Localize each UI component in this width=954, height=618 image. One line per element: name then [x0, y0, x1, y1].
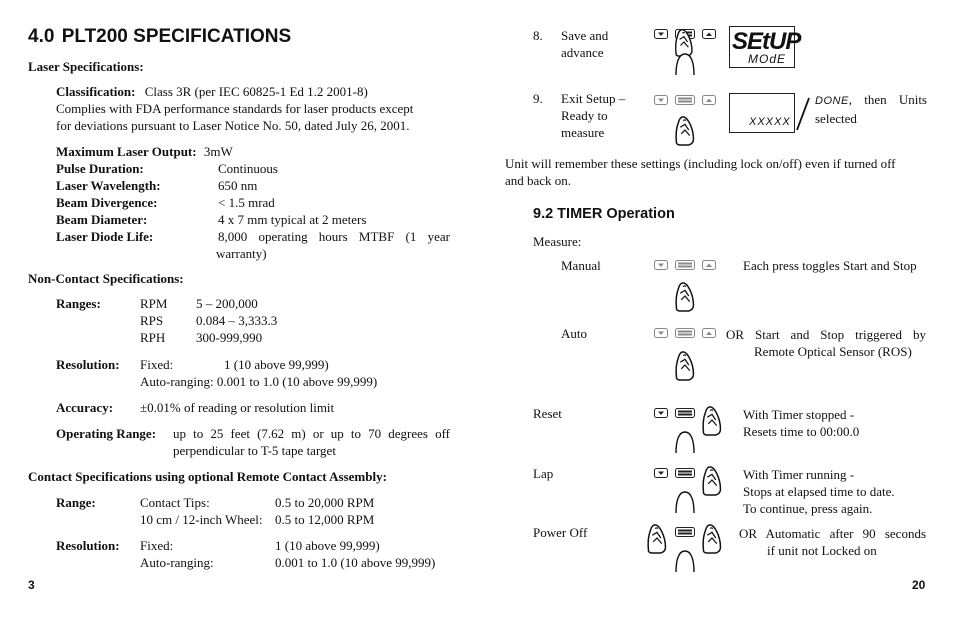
step-9-note-line-1: , then Units	[848, 92, 927, 107]
spec-row	[56, 143, 450, 160]
range-unit: RPM	[140, 296, 168, 311]
reset-description	[743, 406, 859, 440]
range-value: 0.084 – 3,333.3	[196, 313, 278, 328]
auto-label: Auto	[561, 326, 587, 341]
lap-label: Lap	[533, 466, 554, 481]
compliance-line-1: Complies with FDA performance standards for laser products except	[56, 101, 414, 116]
contact-resolution-block	[56, 537, 450, 571]
step-9-number: 9.	[533, 91, 543, 106]
down-arrow-key-icon	[654, 29, 668, 39]
timer-heading: 9.2 TIMER Operation	[533, 206, 675, 222]
contact-resolution-label: Resolution:	[56, 538, 120, 553]
section-number: 4.0	[28, 26, 55, 47]
range-value: 300-999,990	[196, 330, 263, 345]
mode-key-icon	[675, 468, 695, 478]
remember-line-2: and back on.	[505, 173, 572, 188]
finger-up-icon	[673, 490, 697, 514]
mode-key-icon	[675, 408, 695, 418]
finger-up-icon	[673, 430, 697, 454]
laser-spec-table	[56, 143, 450, 262]
spec-row-cont	[56, 245, 450, 262]
step-8-line-1: Save and	[561, 28, 609, 43]
up-arrow-key-icon	[702, 95, 716, 105]
mode-key-icon	[675, 260, 695, 270]
poweroff-label: Power Off	[533, 525, 588, 540]
compliance-line-2: for deviations pursuant to Laser Notice No. 50, dated July 26, 2001.	[56, 118, 410, 133]
classification-label: Classification:	[56, 84, 136, 99]
range-value: 5 – 200,000	[196, 296, 258, 311]
ranges-label: Ranges:	[56, 296, 101, 311]
spec-label: Pulse Duration:	[56, 161, 144, 176]
step-9-note-line-2: selected	[815, 111, 857, 126]
range-unit: RPS	[140, 313, 164, 328]
contact-res-name: Auto-ranging:	[140, 555, 214, 570]
poweroff-desc-line-2: if unit not Locked on	[767, 543, 877, 558]
res-fixed-label: Fixed:	[140, 357, 174, 372]
laser-heading: Laser Specifications:	[28, 59, 144, 74]
lap-desc-line-2: Stops at elapsed time to date.	[743, 484, 895, 499]
reset-label: Reset	[533, 406, 562, 421]
spec-value: 3mW	[203, 144, 233, 159]
ranges-block	[56, 295, 450, 346]
reset-desc-line-2: Resets time to 00:00.0	[743, 424, 860, 439]
step-8-number: 8.	[533, 28, 543, 43]
finger-press-icon	[673, 280, 697, 312]
poweroff-description	[739, 525, 926, 559]
finger-press-icon	[673, 349, 697, 381]
down-arrow-key-icon	[654, 260, 668, 270]
finger-press-icon	[700, 522, 724, 554]
step-9-text	[561, 90, 625, 141]
step-9-note	[815, 91, 927, 127]
contact-range-value: 0.5 to 12,000 RPM	[275, 512, 375, 527]
contact-range-name: Contact Tips:	[140, 495, 210, 510]
contact-res-value: 1 (10 above 99,999)	[275, 538, 380, 553]
remember-paragraph	[505, 155, 927, 189]
down-arrow-key-icon	[654, 408, 668, 418]
res-fixed-value: 1 (10 above 99,999)	[224, 357, 329, 372]
spec-label: Laser Diode Life:	[56, 229, 154, 244]
lap-desc-line-1: With Timer running -	[743, 467, 855, 482]
contact-heading: Contact Specifications using optional Remote Contact Assembly:	[28, 469, 387, 484]
operating-range-row	[56, 425, 450, 459]
finger-up-icon	[673, 549, 697, 573]
finger-press-icon	[673, 114, 697, 146]
spec-value: 4 x 7 mm typical at 2 meters	[218, 212, 367, 227]
manual-description: Each press toggles Start and Stop	[743, 258, 917, 273]
spec-value-cont: warranty)	[216, 246, 267, 261]
done-display-text: DONE	[815, 95, 849, 107]
finger-press-icon	[645, 522, 669, 554]
oprange-label: Operating Range:	[56, 426, 157, 441]
resolution-block	[56, 356, 450, 390]
noncontact-heading: Non-Contact Specifications:	[28, 271, 184, 286]
spec-row	[56, 177, 450, 194]
spec-value: 8,000 operating hours MTBF (1 year	[218, 229, 450, 244]
lcd-display-icon	[729, 93, 795, 133]
down-arrow-key-icon	[654, 468, 668, 478]
auto-desc-line-2: Remote Optical Sensor (ROS)	[754, 344, 912, 359]
up-arrow-key-icon	[702, 328, 716, 338]
mode-key-icon	[675, 328, 695, 338]
finger-press-icon	[700, 404, 724, 436]
section-title: PLT200 SPECIFICATIONS	[61, 26, 292, 47]
lcd-display-icon	[729, 26, 801, 68]
spec-label: Beam Diameter:	[56, 212, 148, 227]
step-9-line-2: Ready to	[561, 108, 608, 123]
finger-press-icon	[700, 464, 724, 496]
spec-value: Continuous	[218, 161, 278, 176]
spec-value: < 1.5 mrad	[218, 195, 275, 210]
oprange-line-1: up to 25 feet (7.62 m) or up to 70 degrees off	[173, 426, 450, 441]
step-8-line-2: advance	[561, 45, 604, 60]
contact-range-value: 0.5 to 20,000 RPM	[275, 495, 375, 510]
lap-desc-line-3: To continue, press again.	[743, 501, 873, 516]
res-auto: Auto-ranging: 0.001 to 1.0 (10 above 99,999)	[140, 374, 378, 389]
measure-label: Measure:	[533, 234, 582, 249]
down-arrow-key-icon	[654, 328, 668, 338]
spec-value: 650 nm	[218, 178, 258, 193]
up-arrow-key-icon	[702, 29, 716, 39]
finger-up-icon	[673, 52, 697, 76]
page-number-right: 20	[912, 578, 926, 592]
mode-key-icon	[675, 527, 695, 537]
mode-key-icon	[675, 95, 695, 105]
resolution-label: Resolution:	[56, 357, 120, 372]
reset-desc-line-1: With Timer stopped -	[743, 407, 855, 422]
lcd-small-text: MOdE	[748, 52, 787, 66]
spec-label: Beam Divergence:	[56, 195, 158, 210]
pointer-line-icon	[794, 96, 812, 132]
classification-block	[56, 83, 450, 134]
lcd-value-text: XXXXX	[749, 116, 791, 128]
spec-label: Maximum Laser Output:	[56, 144, 197, 159]
oprange-line-2: perpendicular to T-5 tape target	[173, 443, 336, 458]
auto-desc-line-1: OR Start and Stop triggered by	[726, 327, 926, 342]
contact-range-label: Range:	[56, 495, 96, 510]
page-title	[28, 26, 291, 48]
manual-label: Manual	[561, 258, 601, 273]
page-number-left: 3	[28, 578, 35, 592]
classification-value: Class 3R (per IEC 60825-1 Ed 1.2 2001-8)	[144, 84, 368, 99]
spec-row	[56, 211, 450, 228]
poweroff-desc-line-1: OR Automatic after 90 seconds	[739, 526, 926, 541]
lcd-big-text: SEtUP	[732, 28, 801, 55]
contact-res-name: Fixed:	[140, 538, 174, 553]
contact-range-name: 10 cm / 12-inch Wheel:	[140, 512, 263, 527]
down-arrow-key-icon	[654, 95, 668, 105]
up-arrow-key-icon	[702, 260, 716, 270]
range-unit: RPH	[140, 330, 166, 345]
remember-line-1: Unit will remember these settings (including lock on/off) even if turned off	[505, 156, 896, 171]
step-9-line-1: Exit Setup –	[561, 91, 626, 106]
step-8-text	[561, 27, 608, 61]
spec-row	[56, 228, 450, 245]
accuracy-row	[56, 399, 450, 416]
lap-description	[743, 466, 895, 517]
spec-row	[56, 160, 450, 177]
auto-description	[726, 326, 926, 360]
spec-row	[56, 194, 450, 211]
step-9-line-3: measure	[561, 125, 605, 140]
accuracy-label: Accuracy:	[56, 400, 114, 415]
spec-label: Laser Wavelength:	[56, 178, 161, 193]
accuracy-value: ±0.01% of reading or resolution limit	[140, 400, 335, 415]
contact-range-block	[56, 494, 450, 528]
contact-res-value: 0.001 to 1.0 (10 above 99,999)	[275, 555, 436, 570]
